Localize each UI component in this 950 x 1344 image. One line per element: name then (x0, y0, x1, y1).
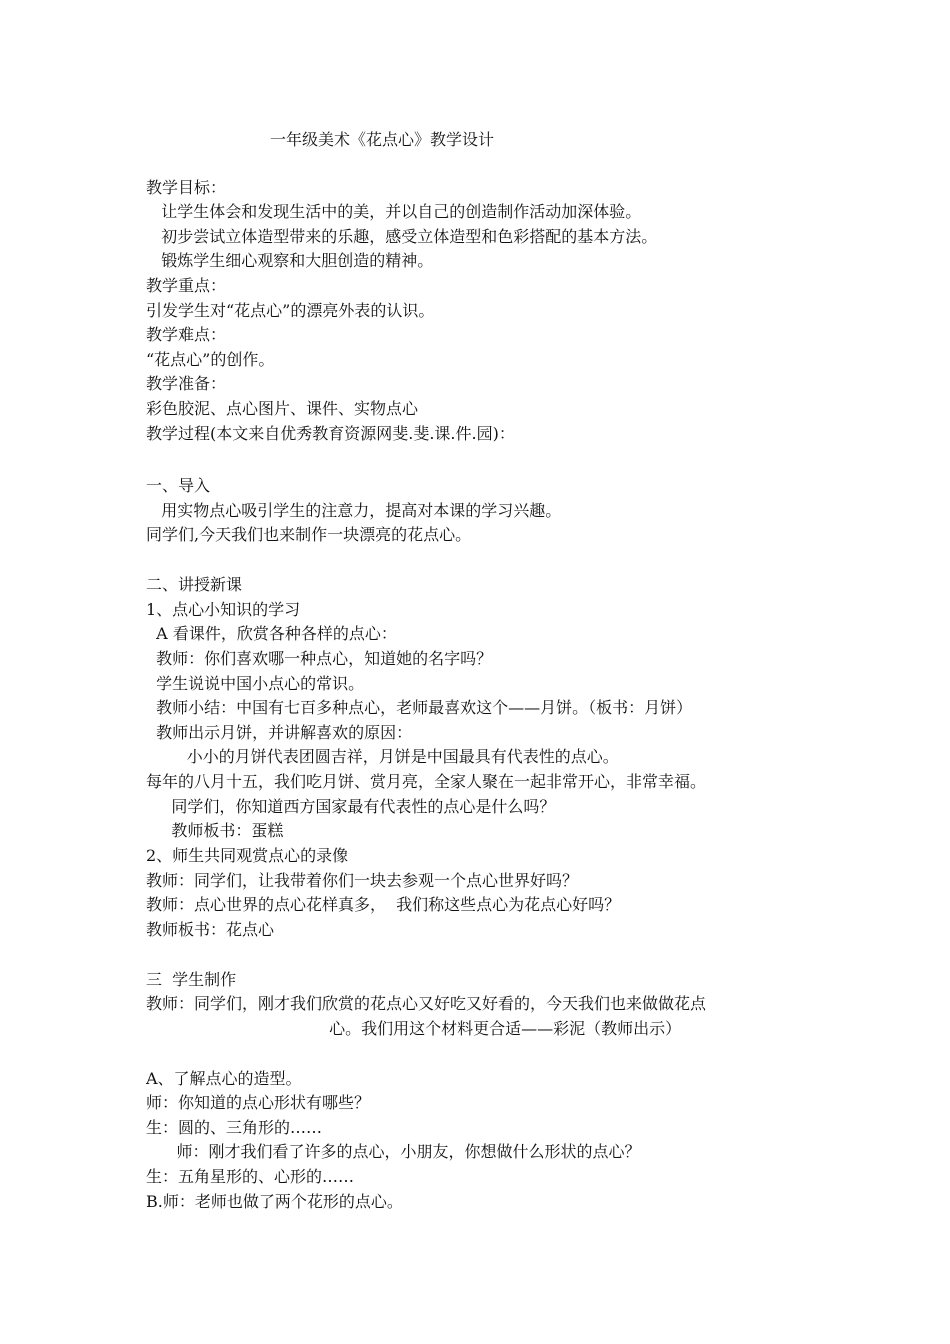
text-line: 教师板书：花点心 (146, 920, 275, 939)
text-line: A 看课件，欣赏各种各样的点心： (146, 624, 397, 643)
text-line: 生：圆的、三角形的…… (146, 1118, 323, 1137)
subsection-heading: A、了解点心的造型。 (146, 1069, 302, 1088)
text-line: 教师：同学们，让我带着你们一块去参观一个点心世界好吗？ (146, 871, 579, 890)
text-line: 生：五角星形的、心形的…… (146, 1167, 355, 1186)
heading-key-points: 教学重点： (146, 276, 227, 295)
document-title: 一年级美术《花点心》教学设计 (270, 130, 495, 149)
text-line: 师：刚才我们看了许多的点心，小朋友，你想做什么形状的点心？ (146, 1142, 641, 1161)
text-line: 同学们，你知道西方国家最有代表性的点心是什么吗？ (146, 797, 556, 816)
text-line: 教师：点心世界的点心花样真多， 我们称这些点心为花点心好吗？ (146, 895, 621, 914)
heading-preparation: 教学准备： (146, 374, 227, 393)
heading-process: 教学过程(本文来自优秀教育资源网斐.斐.课.件.园)： (146, 424, 515, 443)
subsection-heading: 1、点心小知识的学习 (146, 600, 301, 619)
subsection-heading: 2、师生共同观赏点心的录像 (146, 846, 349, 865)
text-line: 用实物点心吸引学生的注意力，提高对本课的学习兴趣。 (146, 501, 562, 520)
section-heading-student-making: 三 学生制作 (146, 970, 237, 989)
text-line: B.师：老师也做了两个花形的点心。 (146, 1192, 403, 1211)
text-line: 让学生体会和发现生活中的美，并以自己的创造制作活动加深体验。 (146, 202, 642, 221)
text-line: 教师：同学们，刚才我们欣赏的花点心又好吃又好看的，今天我们也来做做花点 (146, 994, 707, 1013)
section-heading-new-lesson: 二、讲授新课 (146, 575, 243, 594)
text-line: 教师小结：中国有七百多种点心，老师最喜欢这个——月饼。（板书：月饼） (146, 698, 693, 717)
text-line: 彩色胶泥、点心图片、课件、实物点心 (146, 399, 419, 418)
text-line: “花点心”的创作。 (146, 350, 275, 369)
text-line: 引发学生对“花点心”的漂亮外表的认识。 (146, 301, 435, 320)
text-line: 教师：你们喜欢哪一种点心，知道她的名字吗？ (146, 649, 493, 668)
text-line: 同学们,今天我们也来制作一块漂亮的花点心。 (146, 525, 472, 544)
text-line: 教师出示月饼，并讲解喜欢的原因： (146, 723, 413, 742)
text-line: 学生说说中国小点心的常识。 (146, 674, 365, 693)
heading-difficulties: 教学难点： (146, 325, 227, 344)
section-heading-intro: 一、导入 (146, 476, 211, 495)
text-line: 小小的月饼代表团圆吉祥，月饼是中国最具有代表性的点心。 (146, 747, 619, 766)
text-line: 师：你知道的点心形状有哪些？ (146, 1093, 371, 1112)
heading-objectives: 教学目标： (146, 178, 227, 197)
text-line: 锻炼学生细心观察和大胆创造的精神。 (146, 251, 434, 270)
text-line: 初步尝试立体造型带来的乐趣，感受立体造型和色彩搭配的基本方法。 (146, 227, 658, 246)
text-line: 心。我们用这个材料更合适——彩泥（教师出示） (146, 1019, 682, 1038)
text-line: 每年的八月十五，我们吃月饼、赏月亮，全家人聚在一起非常开心，非常幸福。 (146, 772, 707, 791)
text-line: 教师板书：蛋糕 (146, 821, 284, 840)
